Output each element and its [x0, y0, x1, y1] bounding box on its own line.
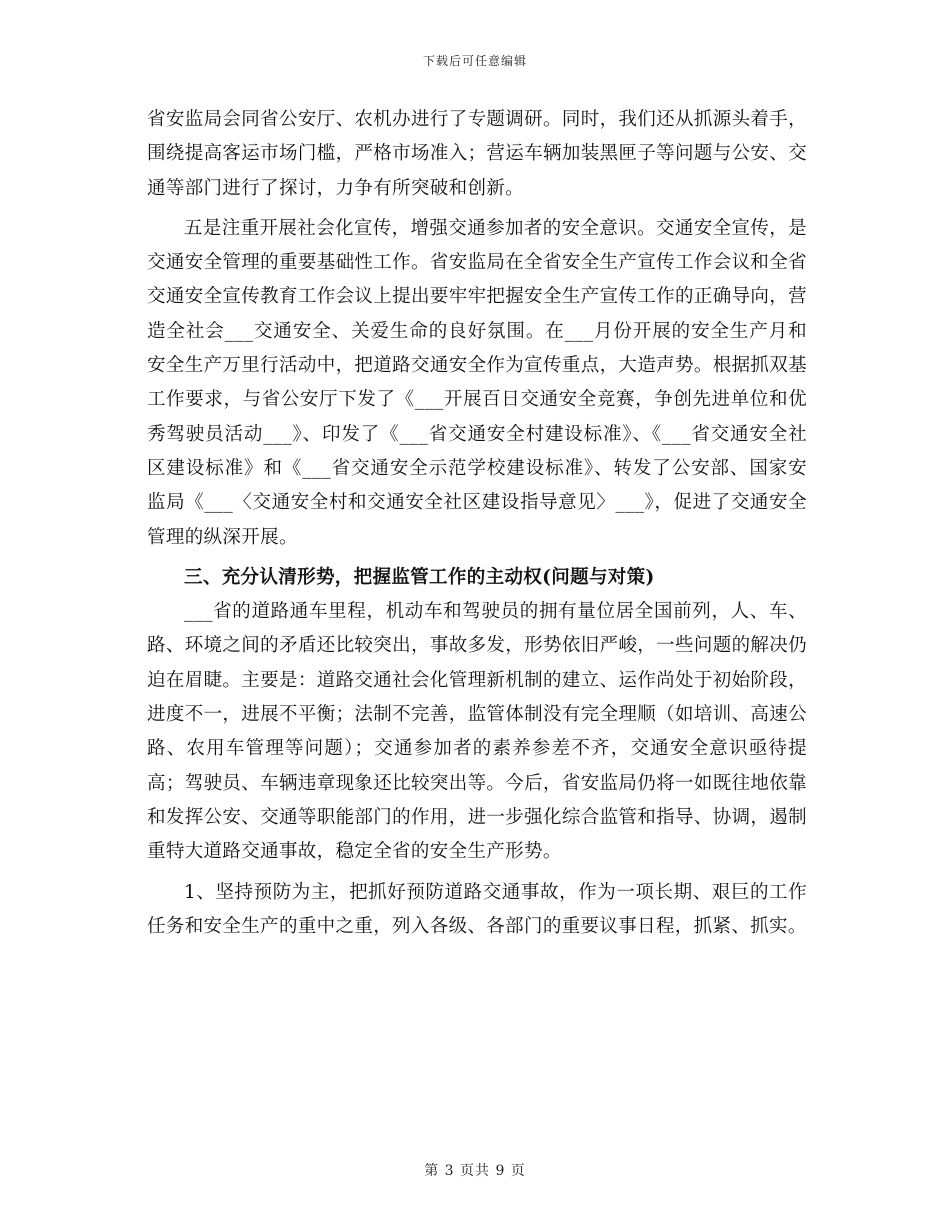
page-number: 第 3 页共 9 页 [424, 1163, 526, 1179]
paragraph-publicity: 五是注重开展社会化宣传，增强交通参加者的安全意识。交通安全宣传，是交通安全管理的重要基础性工作。省安监局在全省安全生产宣传工作会议和全省交通安全宣传教育工作会议上提出要牢牢把握安全生产宣传工作的正确导向，营造全社会___交通安全、关爱生命的良好氛围。在___月份开展的安全生产月和安全生产万里行活动中，把道路交通安全作为宣传重点，大造声势。根据抓双基工作要求，与省公安厅下发了《___开展百日交通安全竞赛，争创先进单位和优秀驾驶员活动___》、印发了《___省交通安全村建设标准》、《___省交通安全社区建设标准》和《___省交通安全示范学校建设标准》、转发了公安部、国家安监局《___〈交通安全村和交通安全社区建设指导意见〉___》，促进了交通安全管理的纵深开展。 [147, 217, 807, 548]
paragraph-situation: ___省的道路通车里程，机动车和驾驶员的拥有量位居全国前列，人、车、路、环境之间的矛盾还比较突出，事故多发，形势依旧严峻，一些问题的解决仍迫在眉睫。主要是：道路交通社会化管理新机制的建立、运作尚处于初始阶段，进度不一，进展不平衡；法制不完善，监管体制没有完全理顺（如培训、高速公路、农用车管理等问题）；交通参加者的素养参差不齐，交通安全意识亟待提高；驾驶员、车辆违章现象还比较突出等。今后，省安监局仍将一如既往地依靠和发挥公安、交通等职能部门的作用，进一步强化综合监管和指导、协调，遏制重特大道路交通事故，稳定全省的安全生产形势。 [147, 601, 807, 863]
paragraph-continuation: 省安监局会同省公安厅、农机办进行了专题调研。同时，我们还从抓源头着手，围绕提高客运市场门槛，严格市场准入；营运车辆加装黑匣子等问题与公安、交通等部门进行了探讨，力争有所突破和创新。 [147, 109, 807, 199]
section-heading: 三、充分认清形势，把握监管工作的主动权(问题与对策) [184, 566, 655, 588]
document-body [147, 103, 807, 944]
paragraph-measure-1: 1、坚持预防为主，把抓好预防道路交通事故，作为一项长期、艰巨的工作任务和安全生产的重中之重，列入各级、各部门的重要议事日程，抓紧、抓实。 [147, 881, 807, 937]
page-header-note: 下载后可任意编辑 [422, 54, 527, 68]
